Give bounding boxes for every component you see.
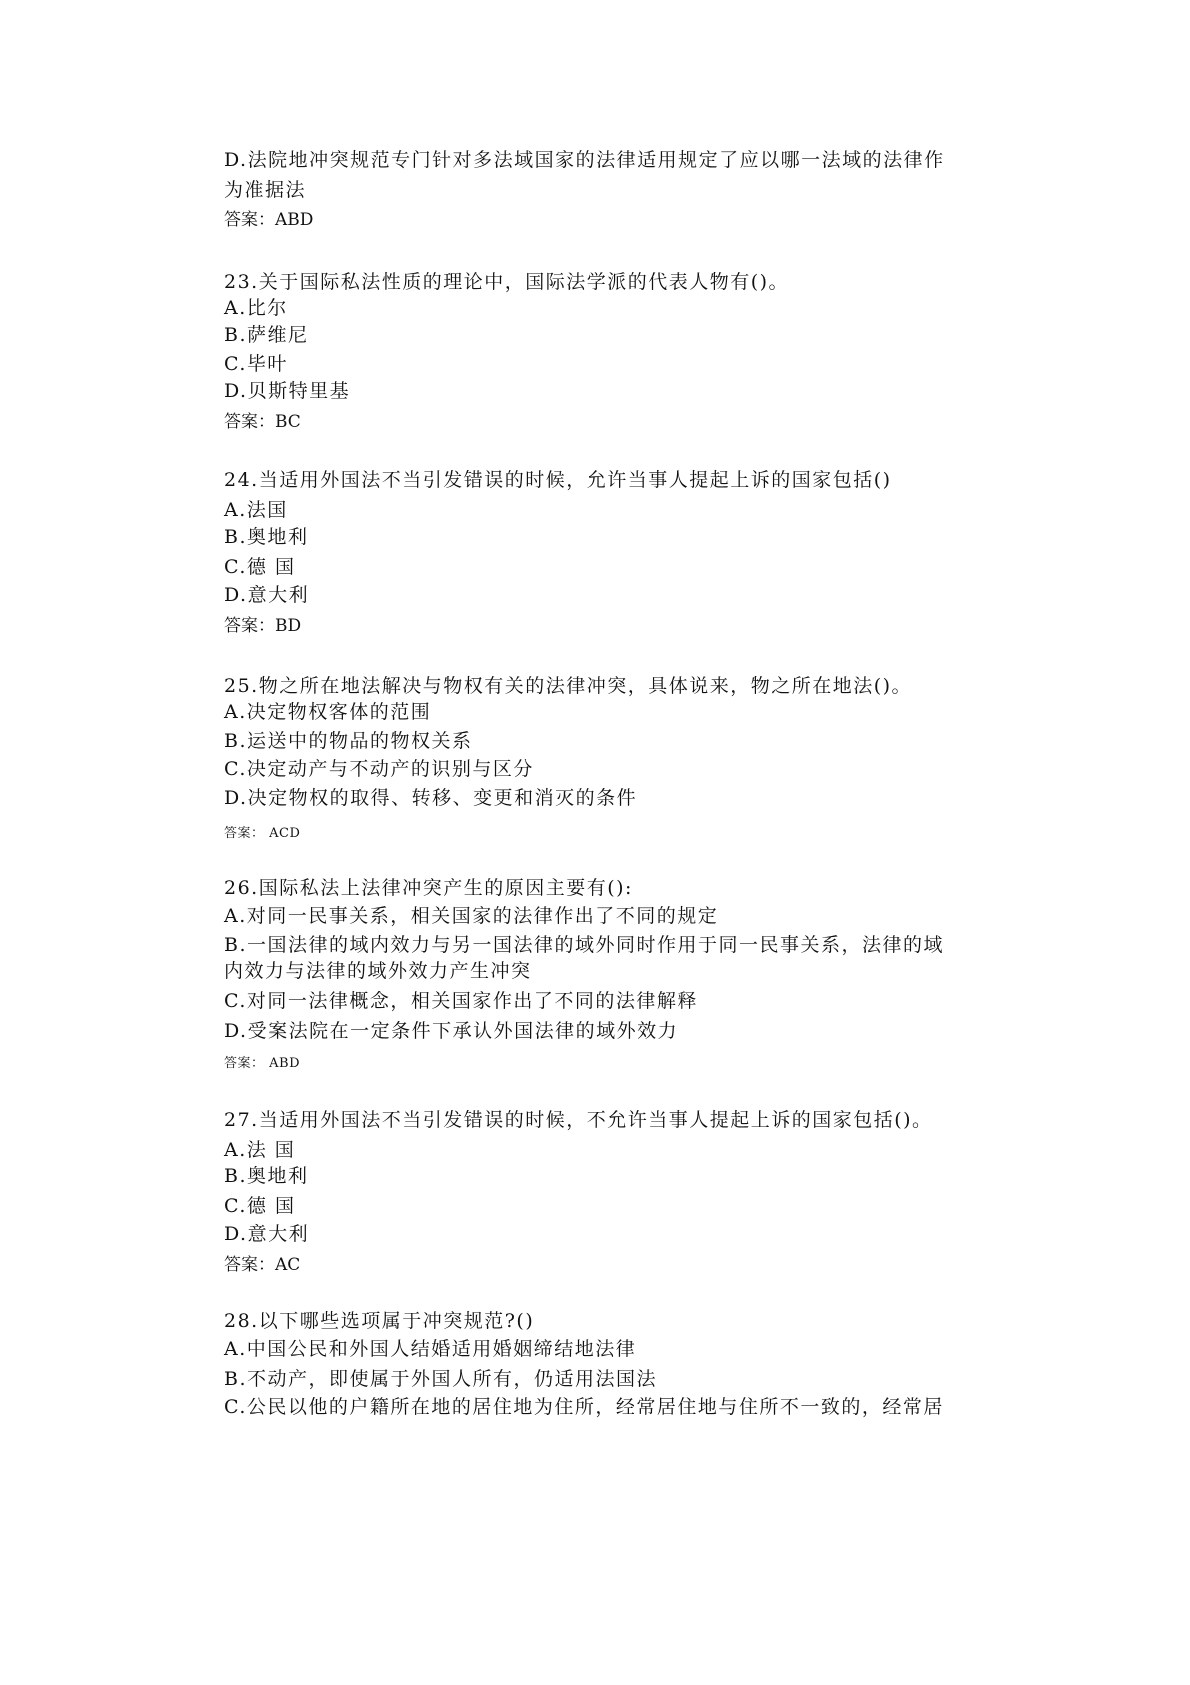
answer-text: 答案：BC	[224, 412, 301, 432]
answer-text: 答案： ACD	[224, 826, 301, 841]
option-b: B.一国法律的域内效力与另一国法律的域外同时作用于同一民事关系，法律的域	[224, 934, 945, 956]
option-a: A.比尔	[224, 297, 288, 319]
option-a: A.中国公民和外国人结婚适用婚姻缔结地法律	[224, 1338, 637, 1360]
option-c: C.毕叶	[224, 353, 288, 375]
option-c: C.对同一法律概念，相关国家作出了不同的法律解释	[224, 990, 698, 1012]
question-stem: 26.国际私法上法律冲突产生的原因主要有():	[224, 877, 633, 899]
option-a: A.法 国	[224, 1139, 296, 1161]
answer-text: 答案：BD	[224, 616, 302, 636]
option-b: B.奥地利	[224, 526, 309, 548]
answer-text: 答案： ABD	[224, 1056, 300, 1071]
option-b: B.不动产，即使属于外国人所有，仍适用法国法	[224, 1368, 658, 1390]
option-b-continued: 内效力与法律的域外效力产生冲突	[224, 960, 532, 982]
option-d: D.贝斯特里基	[224, 380, 351, 402]
option-d: D.受案法院在一定条件下承认外国法律的域外效力	[224, 1020, 679, 1042]
option-d-continued: 为准据法	[224, 179, 307, 201]
option-c: C.公民以他的户籍所在地的居住地为住所，经常居住地与住所不一致的，经常居	[224, 1396, 944, 1418]
option-c: C.决定动产与不动产的识别与区分	[224, 758, 534, 780]
option-d: D.意大利	[224, 584, 310, 606]
question-stem: 27.当适用外国法不当引发错误的时候，不允许当事人提起上诉的国家包括()。	[224, 1109, 933, 1131]
option-d: D.意大利	[224, 1223, 310, 1245]
option-a: A.决定物权客体的范围	[224, 701, 432, 723]
option-a: A.对同一民事关系，相关国家的法律作出了不同的规定	[224, 905, 719, 927]
question-stem: 24.当适用外国法不当引发错误的时候，允许当事人提起上诉的国家包括()	[224, 469, 892, 491]
option-c: C.德 国	[224, 556, 296, 578]
question-stem: 28.以下哪些选项属于冲突规范?()	[224, 1310, 535, 1332]
question-stem: 25.物之所在地法解决与物权有关的法律冲突，具体说来，物之所在地法()。	[224, 675, 913, 697]
question-stem: 23.关于国际私法性质的理论中，国际法学派的代表人物有()。	[224, 271, 790, 293]
option-a: A.法国	[224, 499, 288, 521]
option-b: B.运送中的物品的物权关系	[224, 730, 473, 752]
option-b: B.萨维尼	[224, 324, 309, 346]
option-d: D.法院地冲突规范专门针对多法域国家的法律适用规定了应以哪一法域的法律作	[224, 149, 945, 171]
option-d: D.决定物权的取得、转移、变更和消灭的条件	[224, 787, 638, 809]
option-b: B.奥地利	[224, 1165, 309, 1187]
option-c: C.德 国	[224, 1195, 296, 1217]
answer-text: 答案：ABD	[224, 210, 314, 230]
answer-text: 答案：AC	[224, 1255, 301, 1275]
